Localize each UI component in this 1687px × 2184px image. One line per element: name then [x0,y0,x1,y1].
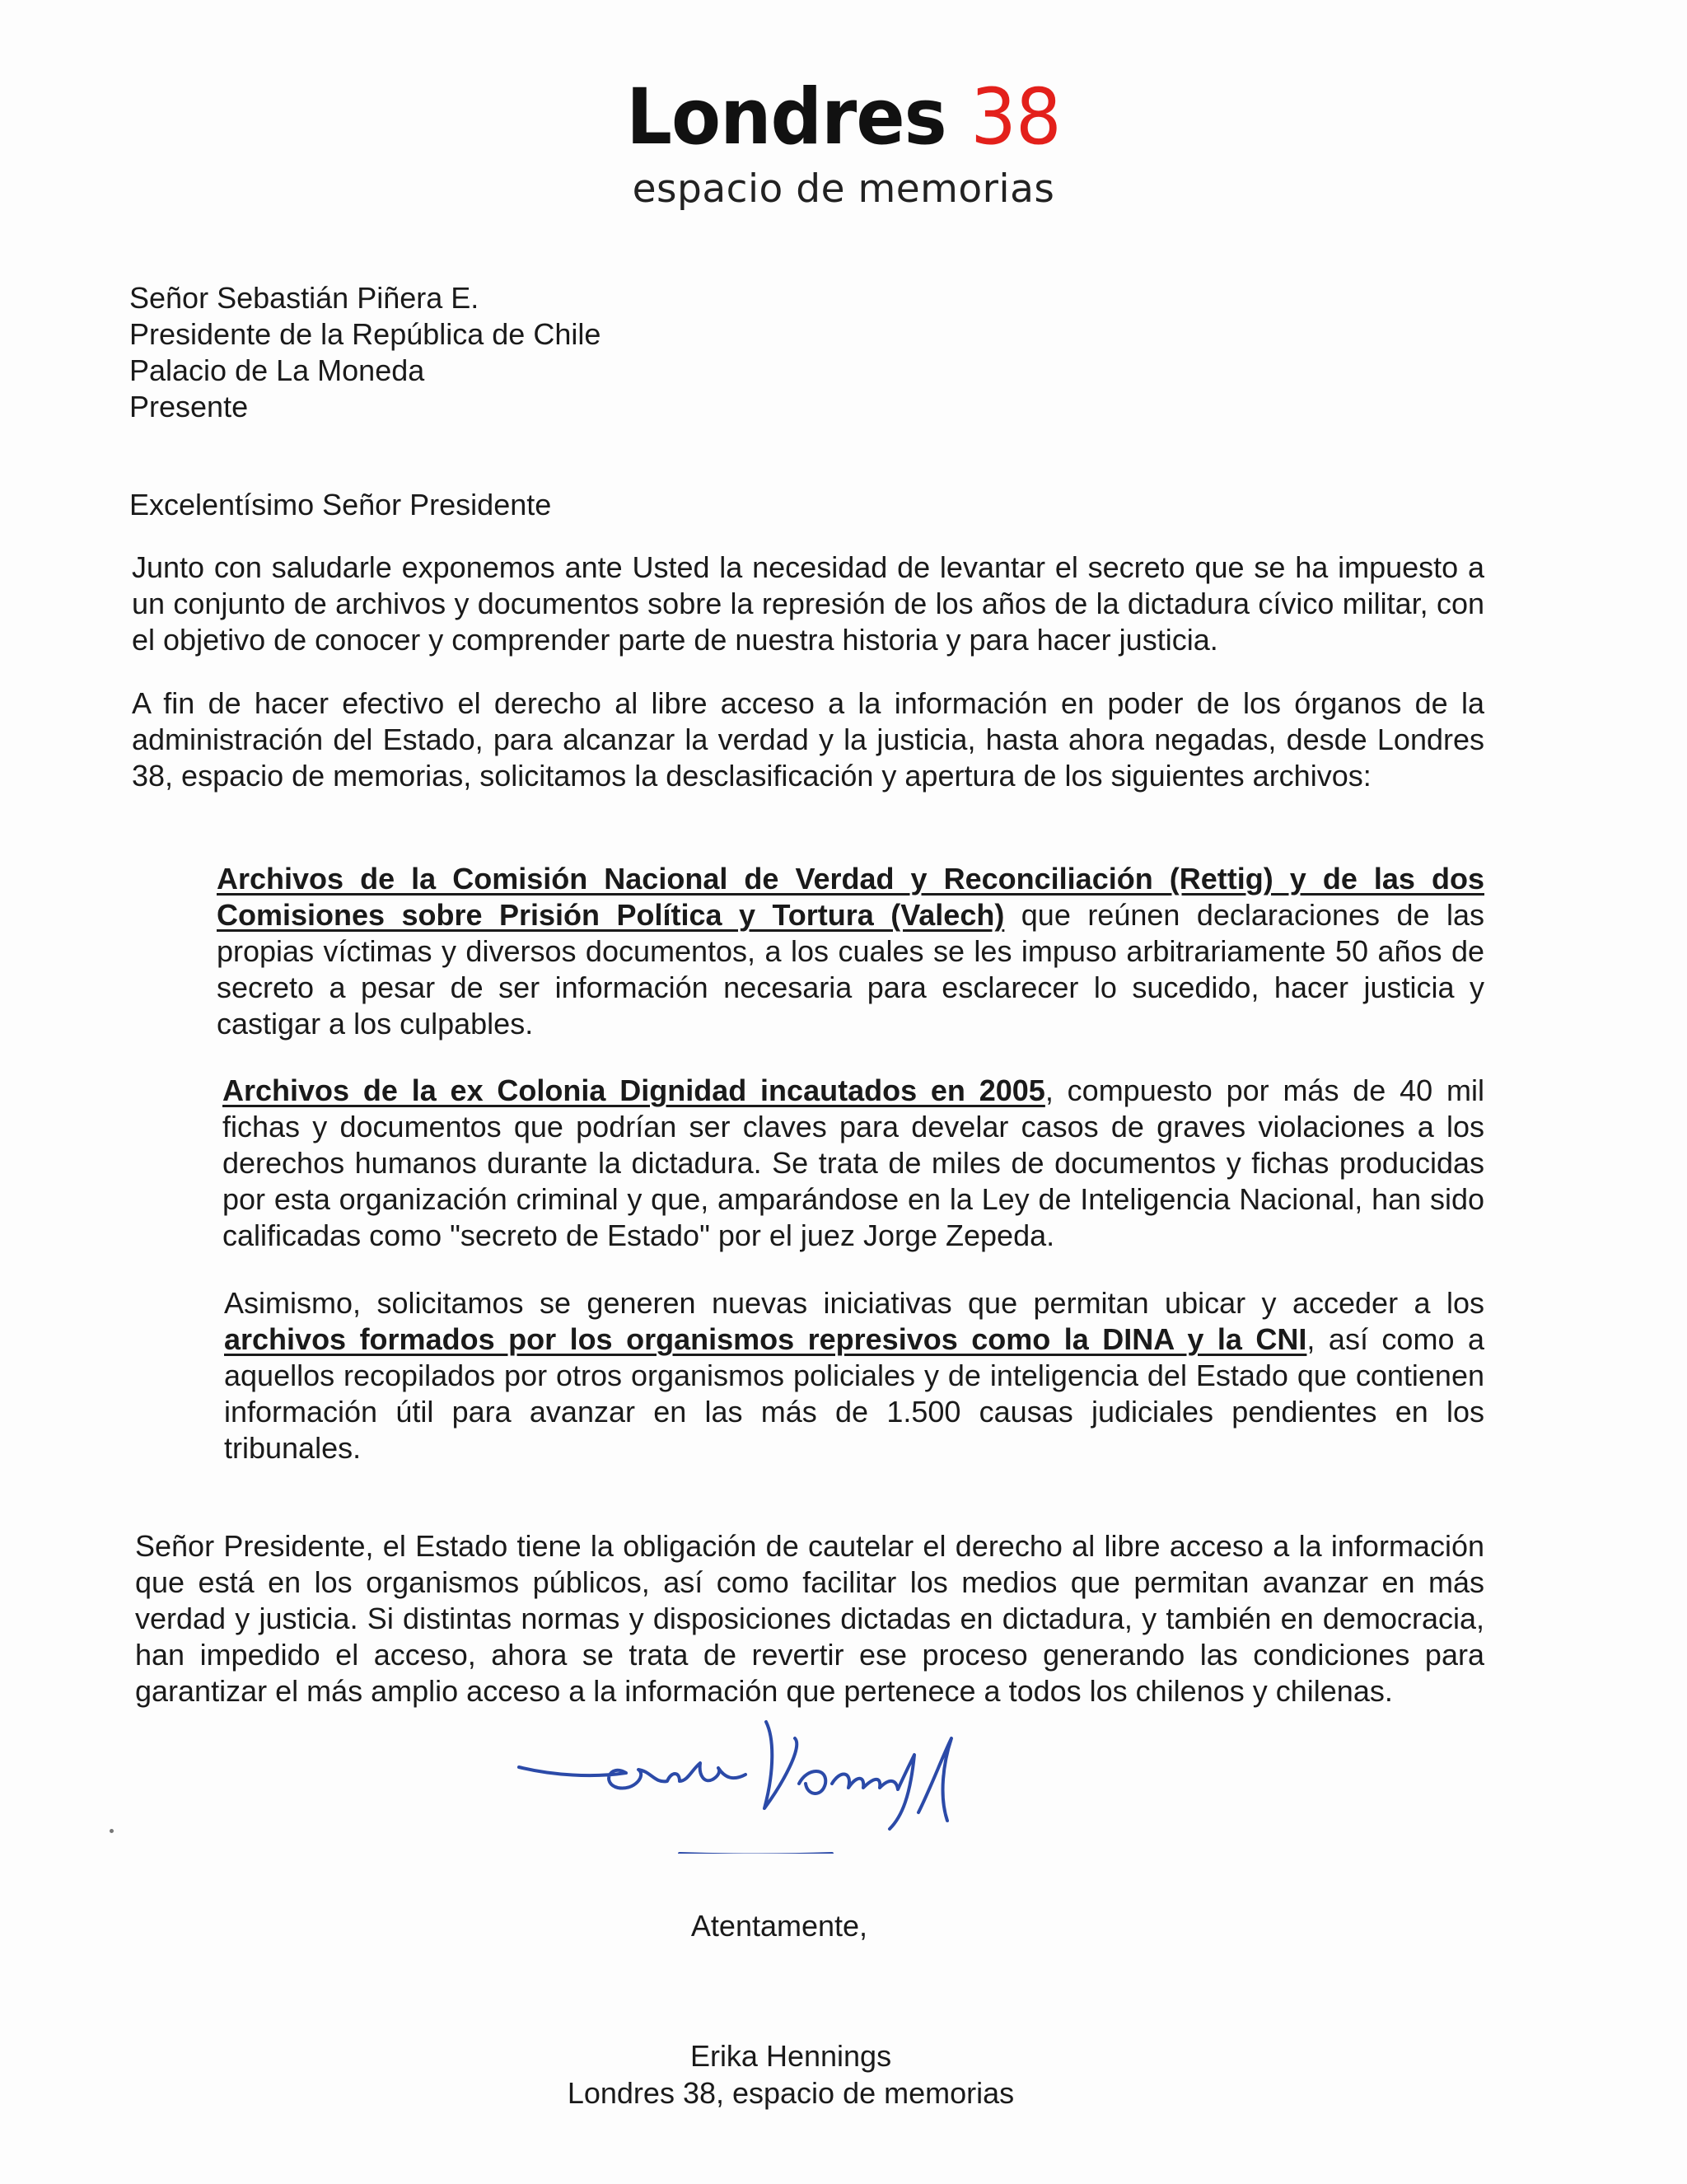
request-item-text: , compuesto por más de 40 mil fichas y documentos que podrían ser claves para develar casos de graves violaciones a los derechos humanos durante la dictadura. Se trata de miles de documentos y fichas producidas por esta organización criminal y que, amparándose en la Ley de Inteligencia Nacional, han sido calificadas como "secreto de Estado" por el juez Jorge Zepeda. [222,1073,1484,1252]
request-item-dina-cni [224,1285,1484,1466]
logo-title [59,72,1629,162]
request-item-text-after: , así como a aquellos recopilados por otros organismos policiales y de inteligencia del Estado que contienen información útil para avanzar en las más de 1.500 causas judiciales pendientes en los tribunales. [224,1322,1484,1465]
signer-organization: Londres 38, espacio de memorias [567,2076,1015,2110]
logo-number: 38 [970,72,1061,162]
salutation: Excelentísimo Señor Presidente [129,488,552,521]
request-item-text: que reúnen declaraciones de las propias víctimas y diversos documentos, a los cuales se les impuso arbitrariamente 50 años de secreto a pesar de ser información necesaria para esclarecer lo sucedido, hacer justicia y castigar a los culpables. [217,898,1484,1041]
logo-subtitle: espacio de memorias [632,166,1055,212]
request-item-heading: archivos formados por los organismos represivos como la DINA y la CNI [224,1322,1307,1356]
signer-name: Erika Hennings [689,2039,892,2073]
logo-name: Londres [626,72,946,162]
closing [0,1908,1687,1944]
request-item-heading: Archivos de la ex Colonia Dignidad incautados en 2005 [222,1073,1045,1107]
addressee-line: Presente [129,390,249,423]
letterhead-logo [0,72,1687,212]
body-paragraph-3: Señor Presidente, el Estado tiene la obligación de cautelar el derecho al libre acceso a la información que está en los organismos públicos, así como facilitar los medios que permitan avanzar en más verdad y justicia. Si distintas normas y disposiciones dictadas en dictadura, y también en democracia, han impedido el acceso, ahora se trata de revertir ese proceso generando las condiciones para garantizar el más amplio acceso a la información que pertenece a todos los chilenos y chilenas. [135,1529,1484,1708]
addressee-line: Señor Sebastián Piñera E. [129,281,479,315]
body-paragraph-1: Junto con saludarle exponemos ante Usted la necesidad de levantar el secreto que se ha impuesto a un conjunto de archivos y documentos sobre la represión de los años de la dictadura cívico militar, con el objetivo de conocer y comprender parte de nuestra historia y para hacer justicia. [132,550,1484,657]
signature-strokes [519,1722,951,1854]
addressee-line: Presidente de la República de Chile [129,317,601,351]
addressee-line: Palacio de La Moneda [129,353,425,387]
body-paragraph-2: A fin de hacer efectivo el derecho al libre acceso a la información en poder de los órganos de la administración del Estado, para alcanzar la verdad y la justicia, hasta ahora negadas, desde Londres 38, espacio de memorias, solicitamos la desclasificación y apertura de los siguientes archivos: [132,686,1484,793]
closing-text: Atentamente, [690,1909,868,1943]
addressee-block [129,280,600,425]
signer-block [0,2037,1687,2112]
request-item-text-before: Asimismo, solicitamos se generen nuevas iniciativas que permitan ubicar y acceder a los [224,1286,1484,1320]
request-item-colonia-dignidad [222,1073,1484,1254]
request-item-heading: Archivos de la Comisión Nacional de Verdad y Reconciliación (Rettig) y de las dos Comisiones sobre Prisión Política y Tortura (Valech) [217,862,1484,932]
scan-speck [110,1829,114,1833]
handwritten-signature [502,1705,1013,1854]
request-item-rettig-valech [217,861,1484,1042]
